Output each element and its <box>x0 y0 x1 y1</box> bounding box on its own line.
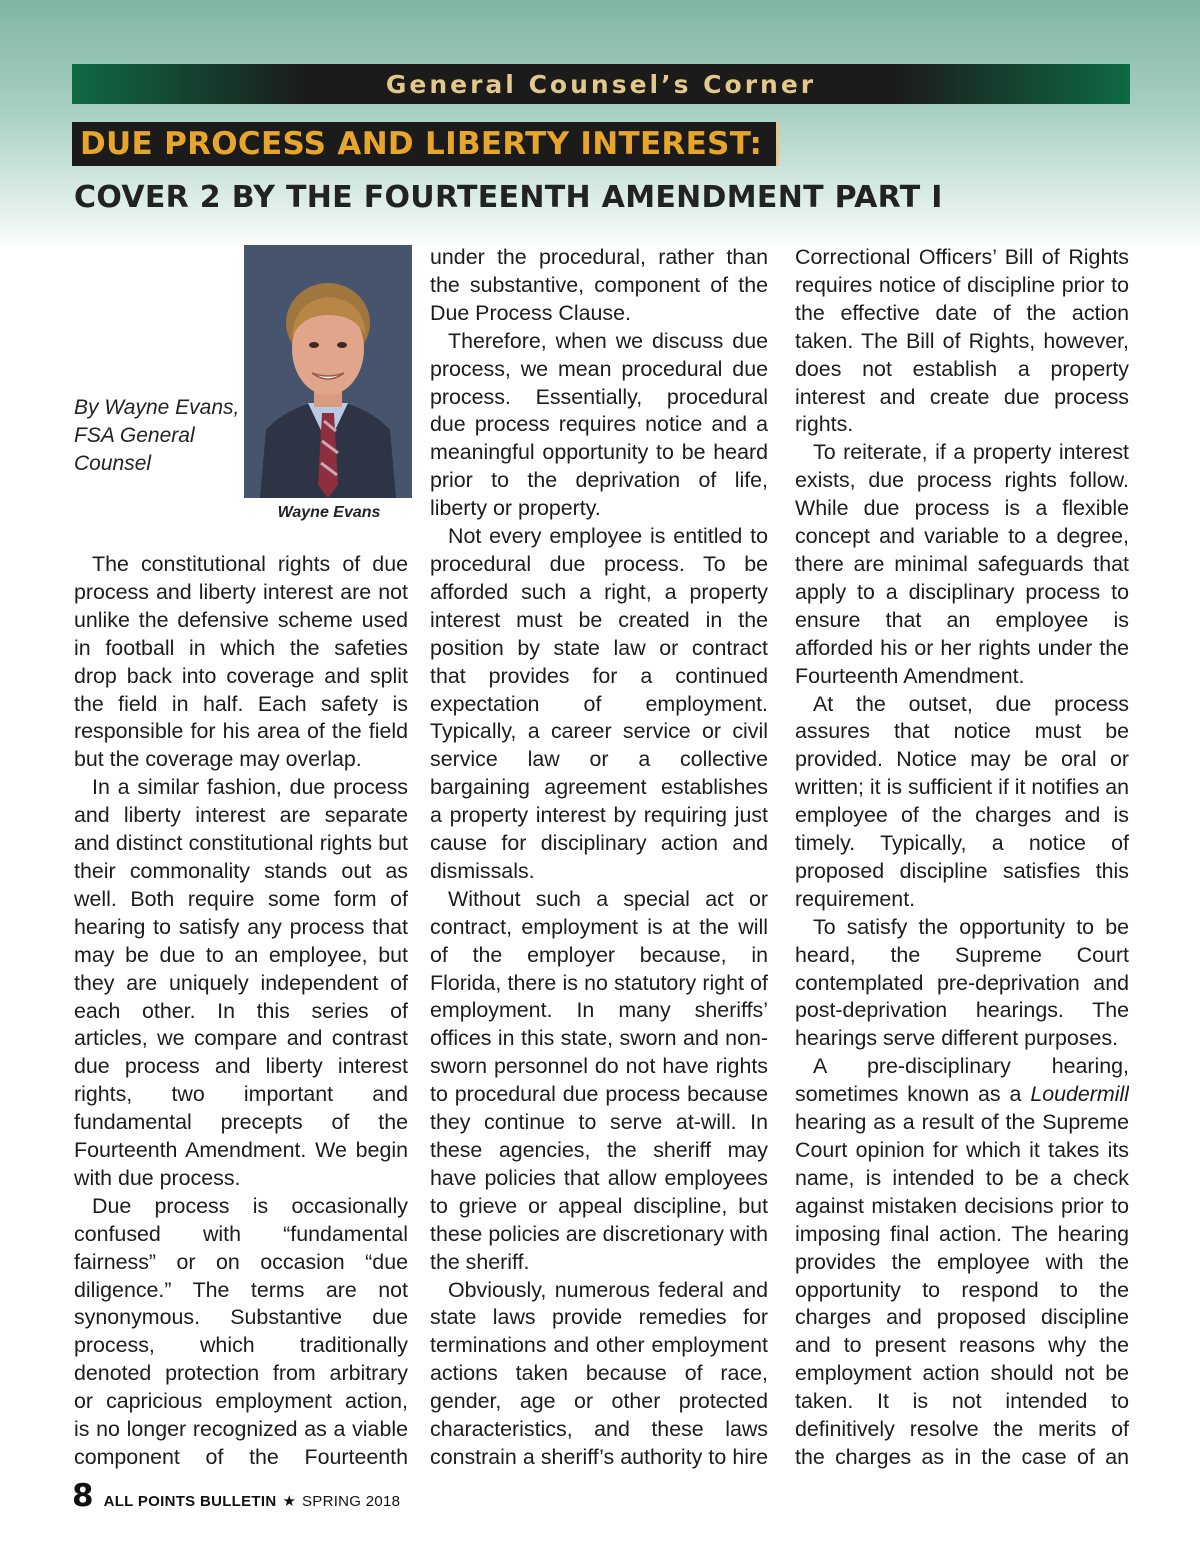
photo-caption: Wayne Evans <box>277 504 381 521</box>
byline-line: FSA General <box>74 424 195 447</box>
article-paragraph: Without such a special act or contract, employment is at the will of the employer because, in Florida, there is no statutory right of employment. In many sheriffs’ offices in this state, sworn and non-sworn personnel do not have rights to procedural due process because they continue to serve at-will. In these agencies, the sheriff may have policies that allow employees to grieve or appeal discipline, but these policies are discretionary with the sheriff. <box>430 886 768 1274</box>
article-paragraph: The constitutional rights of due process and liberty interest are not unlike the defensive scheme used in football in which the safeties drop back into coverage and split the field in half. Each safety is responsible for his area of the field but the coverage may overlap. <box>74 552 408 772</box>
article-paragraph: Therefore, when we discuss due process, we mean procedural due process. Essentially, procedural due process requires notice and a meaningful opportunity to be heard prior to the deprivation of life, liberty or property. <box>430 328 768 521</box>
article-title-box <box>72 122 779 166</box>
article-paragraph: Due process is occasionally confused with “fundamental fairness” or on occasion “due diligence.” The terms are not synonymous. Substantive due process, which traditionally denoted protection from arbitrary or capricious employment action, is no longer recognized as a viable component of the Fourteenth <box>74 1193 408 1469</box>
case-name-italic: Loudermill <box>1030 1082 1129 1107</box>
byline <box>74 394 244 478</box>
paragraph-text: A pre-disciplinary hearing, sometimes known as a <box>795 1054 1129 1107</box>
page-footer <box>72 1478 400 1514</box>
section-banner <box>72 64 1130 104</box>
page-number: 8 <box>72 1478 94 1514</box>
article-paragraph: In a similar fashion, due process and liberty interest are separate and distinct constitutional rights but their commonality stands out as well. Both require some form of hearing to satisfy any process that may be due to an employee, but they are uniquely independent of each other. In this series of articles, we compare and contrast due process and liberty interest rights, two important and fundamental precepts of the Fourteenth Amendment. We begin with due process. <box>74 775 408 1190</box>
byline-line: By Wayne Evans, <box>74 396 240 419</box>
article-paragraph: To reiterate, if a property interest exists, due process rights follow. While due process is a flexible concept and variable to a degree, there are minimal safeguards that apply to a disciplinary process to ensure that an employee is afforded his or her rights under the Fourteenth Amendment. <box>795 440 1129 688</box>
portrait-illustration <box>244 245 412 498</box>
article-paragraph: To satisfy the opportunity to be heard, the Supreme Court contemplated pre-deprivation and post-deprivation hearings. The hearings serve different purposes. <box>795 914 1129 1051</box>
article-paragraph: Not every employee is entitled to procedural due process. To be afforded such a right, a property interest must be created in the position by state law or contract that provides for a continued expectation of employment. Typically, a career service or civil service law or a collective bargaining agreement establishes a property interest by requiring just cause for disciplinary action and dismissals. <box>430 524 768 883</box>
section-banner-label: General Counsel’s Corner <box>385 69 817 99</box>
byline-line: Counsel <box>74 452 152 475</box>
article-paragraph <box>795 1053 1129 1474</box>
article-subtitle: COVER 2 BY THE FOURTEENTH AMENDMENT PART I <box>74 180 943 215</box>
article-column-3 <box>795 244 1129 1474</box>
issue-date: SPRING 2018 <box>301 1493 401 1510</box>
article-column-2 <box>430 244 768 1474</box>
author-photo <box>244 245 412 498</box>
article-title: DUE PROCESS AND LIBERTY INTEREST: <box>80 126 763 162</box>
paragraph-text: hearing as a result of the Supreme Court opinion for which it takes its name, is intended to be a check against mistaken decisions prior to imposing final action. The hearing provides the employee with the opportunity to respond to the charges and proposed discipline and to present reasons why the employment action should not be taken. It is not intended to definitively resolve the merits of the charges as in the case of an <box>795 1110 1129 1469</box>
star-icon: ★ <box>282 1493 296 1510</box>
article-column-1 <box>74 551 408 1471</box>
article-paragraph: under the procedural, rather than the substantive, component of the Due Process Clause. <box>430 245 768 325</box>
article-paragraph: Obviously, numerous federal and state laws provide remedies for terminations and other employment actions taken because of race, gender, age or other protected characteristics, and these laws constrain a sheriff’s authority to hire <box>430 1277 768 1469</box>
publication-name: ALL POINTS BULLETIN <box>103 1493 277 1510</box>
article-paragraph: Correctional Officers’ Bill of Rights requires notice of discipline prior to the effective date of the action taken. The Bill of Rights, however, does not establish a property interest and create due process rights. <box>795 245 1129 437</box>
article-paragraph: At the outset, due process assures that notice must be provided. Notice may be oral or written; it is sufficient if it notifies an employee of the charges and is timely. Typically, a notice of proposed discipline satisfies this requirement. <box>795 691 1129 911</box>
